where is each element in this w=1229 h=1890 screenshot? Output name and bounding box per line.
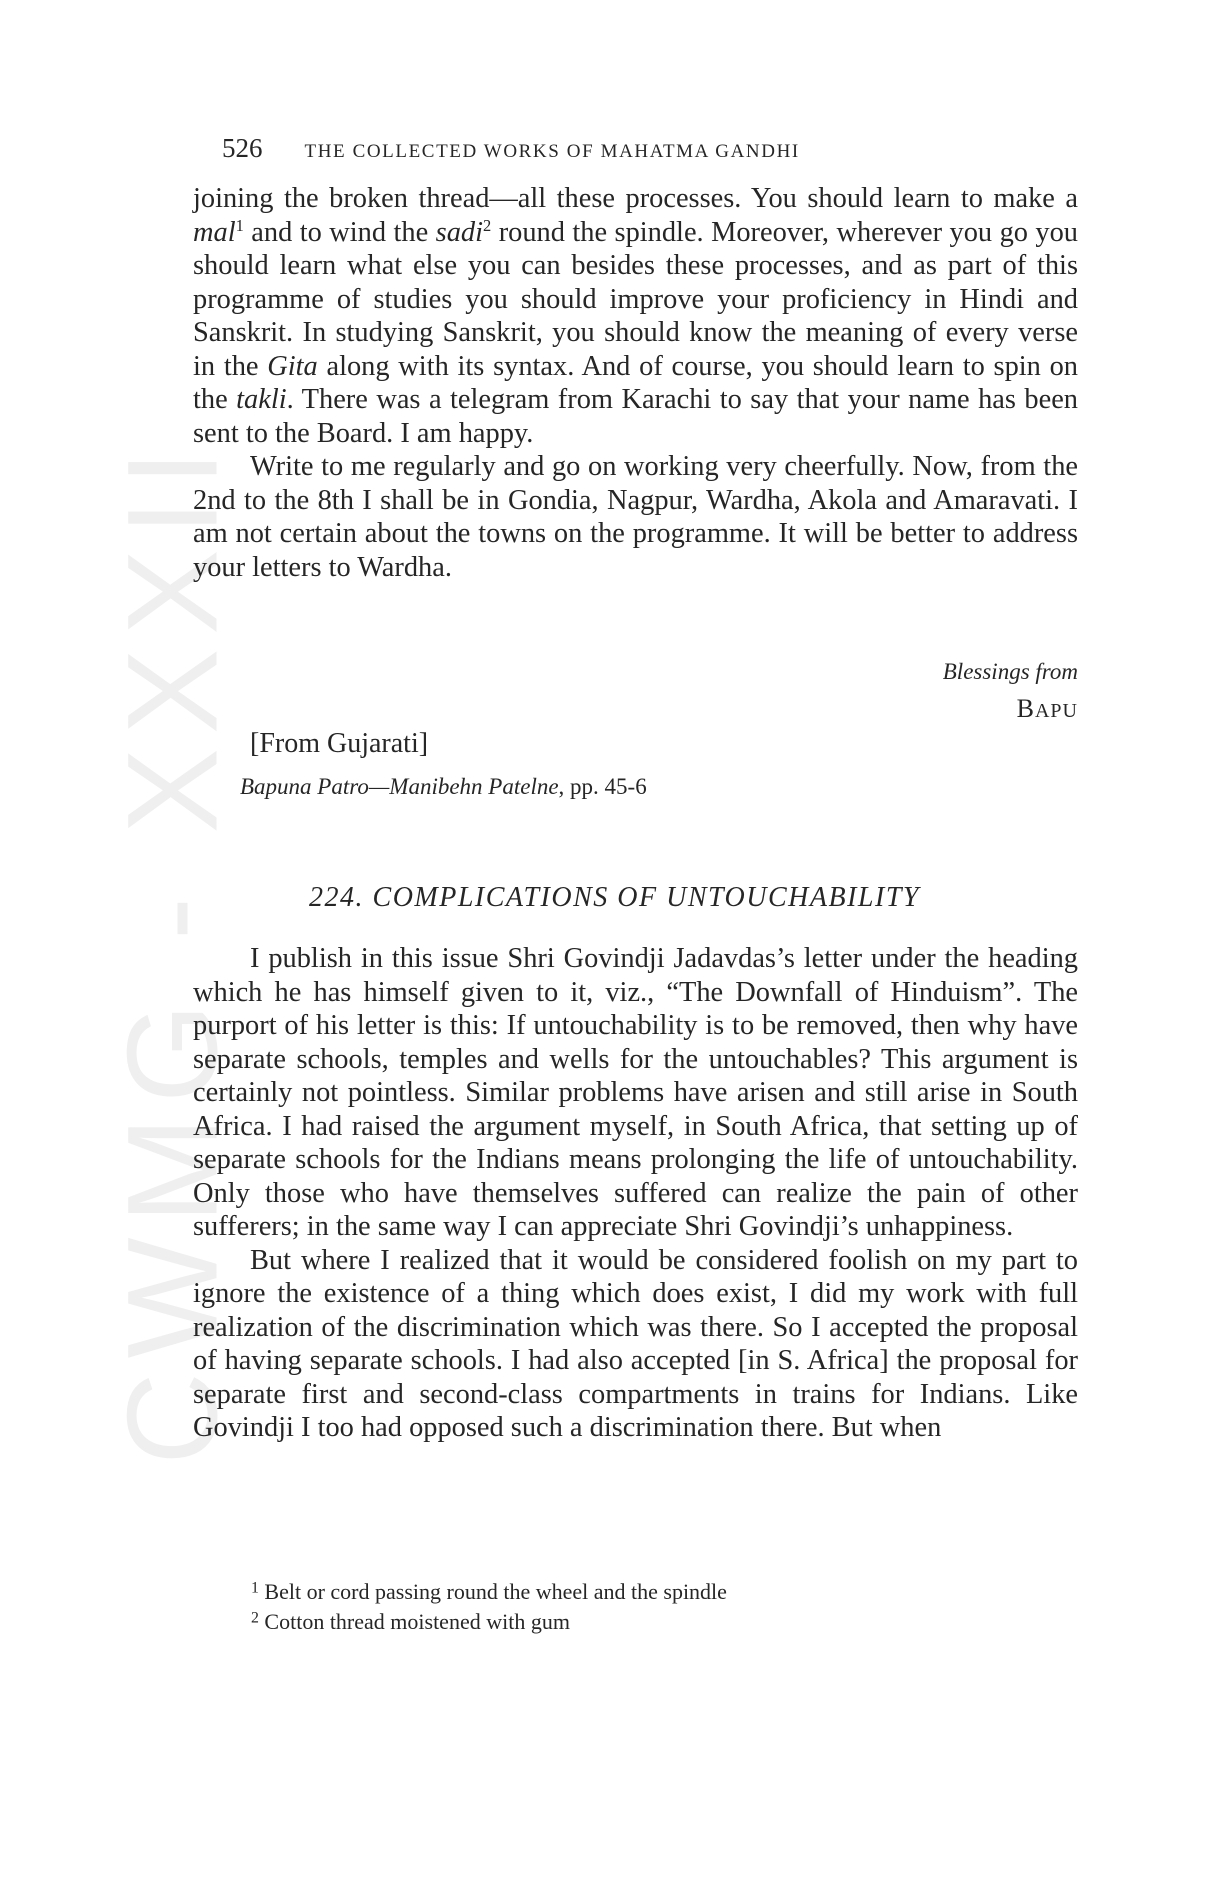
citation: [240, 774, 647, 800]
source-note: [From Gujarati]: [250, 728, 429, 759]
term-gita: Gita: [267, 350, 318, 382]
letter-text: and to wind the: [243, 216, 436, 248]
letter-text: round the spindle. Moreover, wherever you go you should learn what else you can besides these processes, and as part of this programme of studies you should improve your proficiency in Hindi and Sanskrit. In studying Sanskrit, you should know the meaning of every verse in the: [193, 216, 1078, 382]
article-paragraph-1: I publish in this issue Shri Govindji Jadavdas’s letter under the heading which he has himself given to it, viz., “The Downfall of Hinduism”. The purport of his letter is this: If untouchability is to be removed, then why have separate schools, temples and wells for the untouchables? This argument is certainly not pointless. Similar problems have arisen and still arise in South Africa. I had raised the argument myself, in South Africa, that setting up of separate schools for the Indians means prolonging the life of untouchability. Only those who have themselves suffered can realize the pain of other sufferers; in the same way I can appreciate Shri Govindji’s unhappiness.: [193, 943, 1078, 1242]
letter-text: joining the broken thread—all these processes. You should learn to make a: [193, 183, 1078, 214]
footnote-mark: 2: [251, 1609, 259, 1627]
footnote-1: [251, 1577, 727, 1607]
footnote-2: [251, 1607, 727, 1637]
article-paragraph-2: But where I realized that it would be considered foolish on my part to ignore the existence of a thing which does exist, I did my work with full realization of the discrimination which was there. So I accepted the proposal of having separate schools. I had also accepted [in S. Africa] the proposal for separate first and second-class compartments in trains for Indians. Like Govindji I too had opposed such a discrimination there. But when: [193, 1244, 1078, 1443]
footnotes: [251, 1577, 727, 1637]
footnote-text: Cotton thread moistened with gum: [264, 1609, 570, 1634]
article-title: 224. COMPLICATIONS OF UNTOUCHABILITY: [309, 882, 920, 913]
page-number: 526: [222, 133, 263, 163]
running-title: THE COLLECTED WORKS OF MAHATMA GANDHI: [304, 141, 800, 162]
footnote-text: Belt or cord passing round the wheel and the spindle: [264, 1579, 727, 1604]
running-header: [222, 133, 800, 164]
footnote-ref-2[interactable]: 2: [483, 215, 492, 235]
blessings: Blessings from: [942, 659, 1078, 684]
letter-text: along with its syntax. And of course, you should learn to spin on the: [193, 350, 1078, 415]
citation-title: Bapuna Patro—Manibehn Patelne: [240, 774, 559, 799]
signature-rest: APU: [1034, 700, 1078, 722]
signature: [1017, 694, 1078, 724]
term-takli: takli: [236, 384, 287, 415]
footnote-ref-1[interactable]: 1: [235, 215, 244, 235]
letter-paragraph-2: Write to me regularly and go on working very cheerfully. Now, from the 2nd to the 8th I shall be in Gondia, Nagpur, Wardha, Akola and Amaravati. I am not certain about the towns on the programme. It will be better to address your letters to Wardha.: [193, 451, 1078, 583]
watermark-text: CWMG - XXXII: [101, 435, 245, 1465]
article-body: [193, 942, 1078, 1445]
footnote-mark: 1: [251, 1579, 259, 1597]
signature-initial: B: [1016, 694, 1035, 723]
term-mal: mal: [193, 216, 236, 248]
term-sadi: sadi: [435, 216, 483, 248]
letter-paragraph-1: [193, 182, 1078, 450]
letter-text: . There was a telegram from Karachi to say that your name has been sent to the Board. I am happy.: [193, 384, 1078, 449]
citation-pages: , pp. 45-6: [558, 774, 647, 799]
letter-body: [193, 182, 1078, 584]
